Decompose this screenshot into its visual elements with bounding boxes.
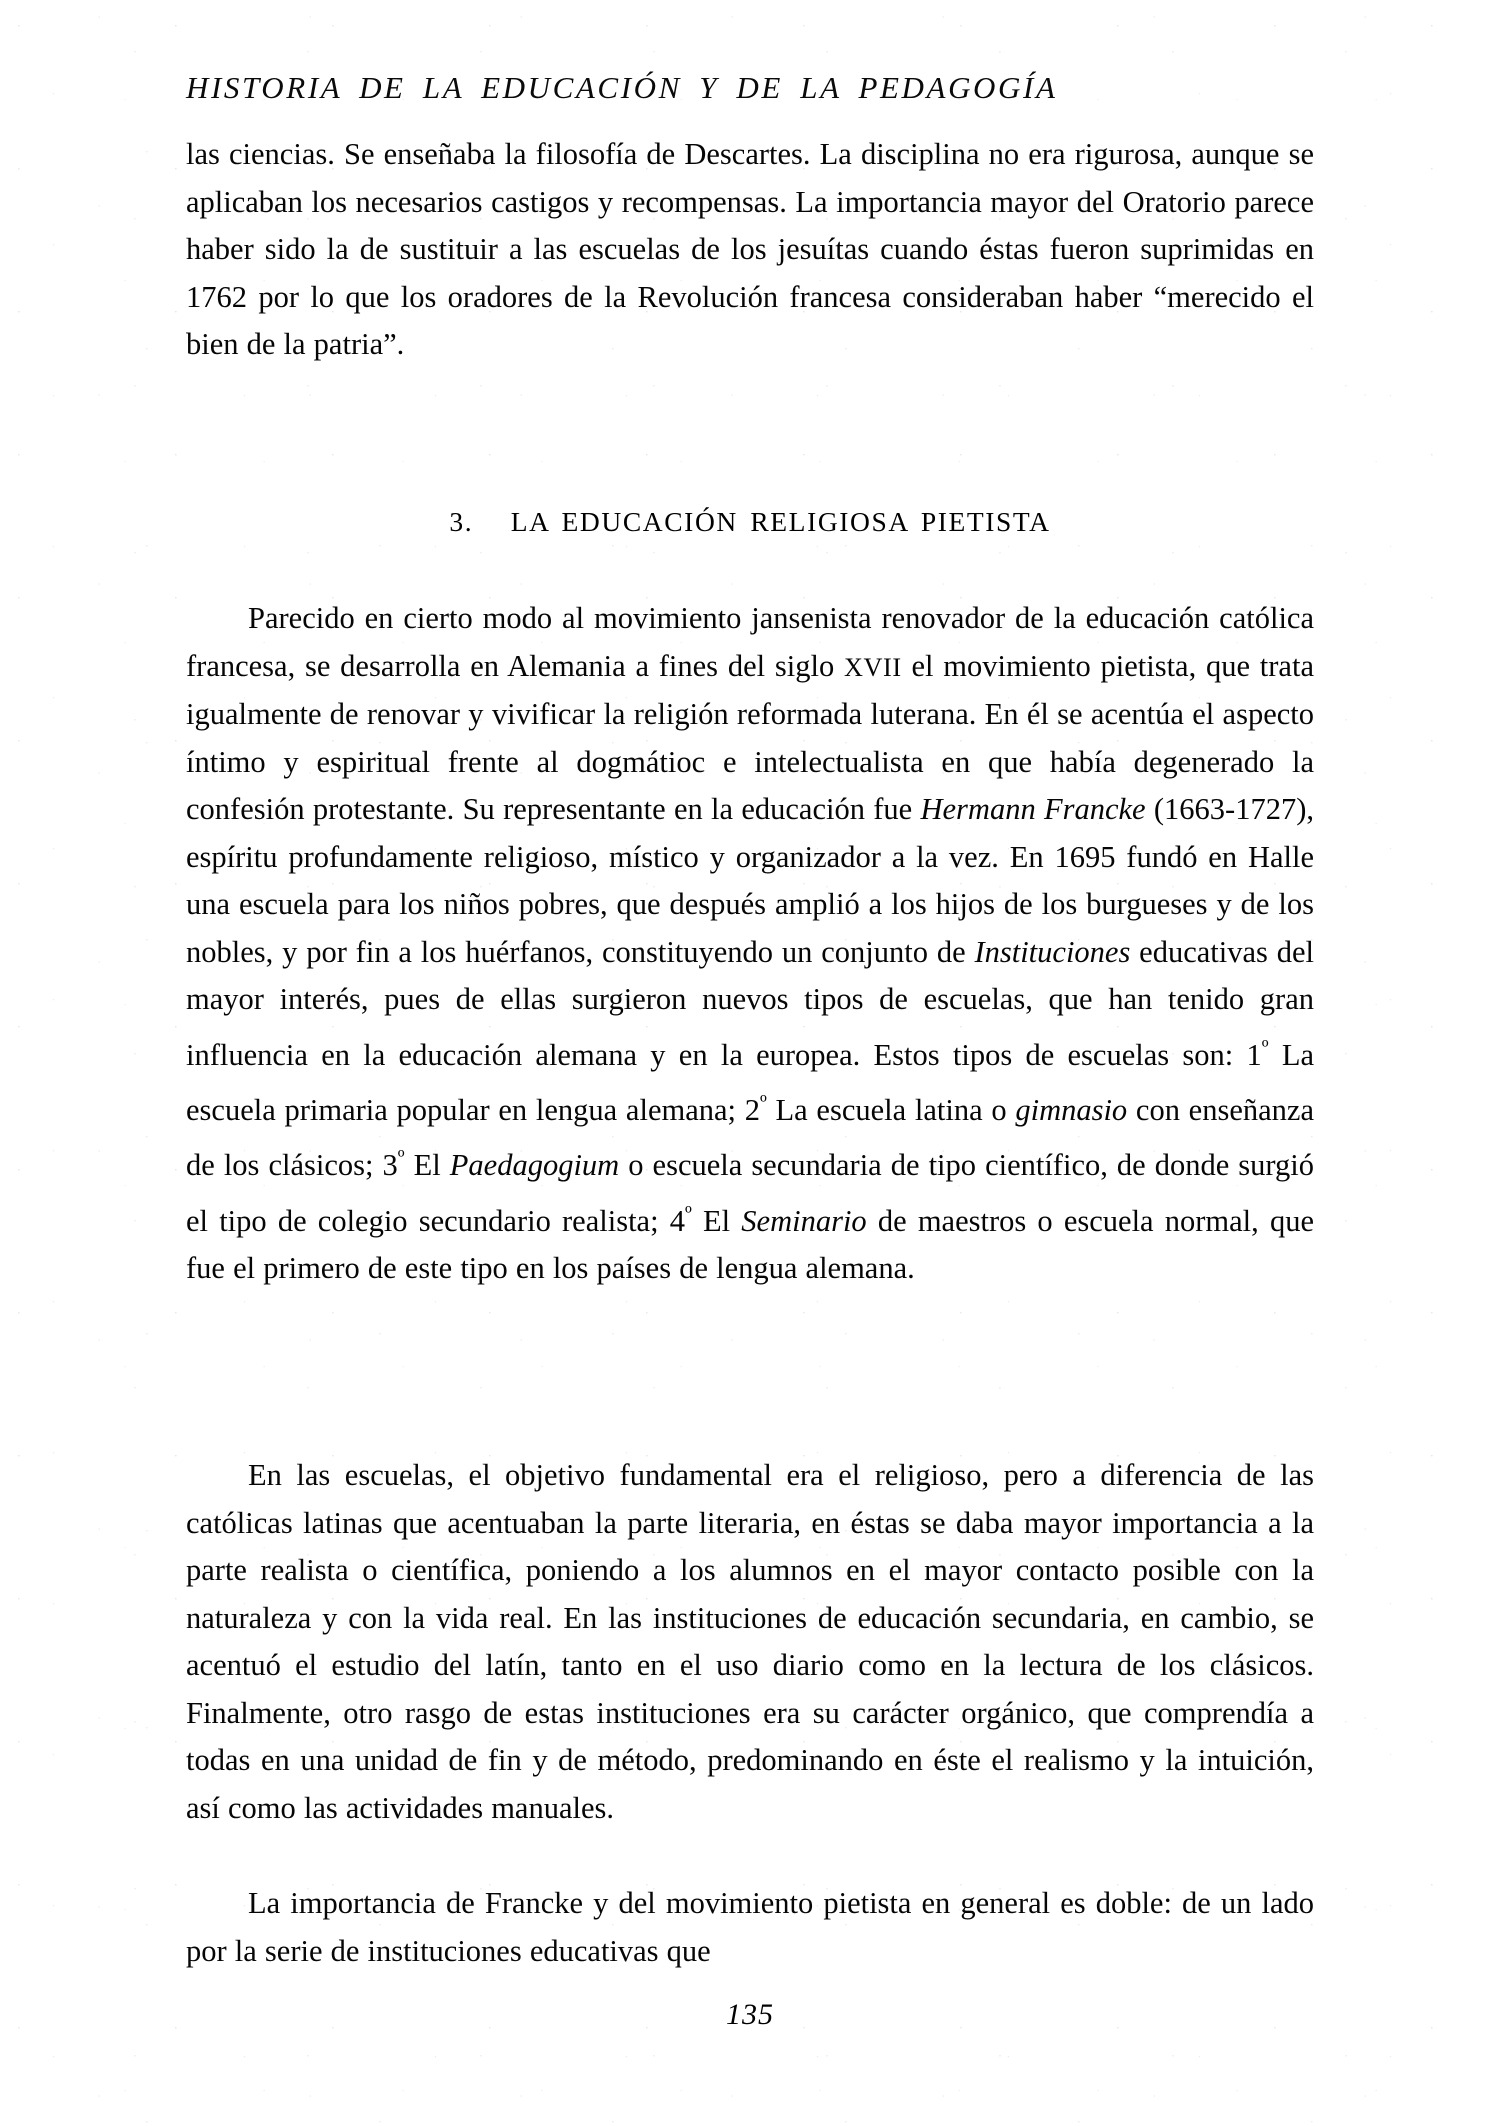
ordinal-marker: º — [685, 1200, 692, 1226]
paragraph-oratorio — [186, 131, 1314, 369]
section-heading — [186, 505, 1314, 538]
run-text: o escuela secundaria de tipo científico, de donde surgió el tipo de colegio secundario realista; 4 — [186, 1148, 1314, 1238]
run-text: educativas del mayor interés, pues de ellas surgieron nuevos tipos de escuelas, que han tenido gran influencia en la educación alemana y en la europea. Estos tipos de escuelas son: 1 — [186, 934, 1314, 1072]
text-column — [186, 0, 1314, 2126]
section-title: LA EDUCACIÓN RELIGIOSA PIETISTA — [510, 506, 1051, 537]
running-head: HISTORIA DE LA EDUCACIÓN Y DE LA PEDAGOGÍA — [186, 70, 1058, 105]
run-text: Parecido en cierto modo al movimiento jansenista renovador de la educación católica francesa, se desarrolla en Alemania a fines del siglo — [186, 601, 1314, 683]
paragraph-pietismo — [186, 595, 1314, 1293]
paragraph-objetivo — [186, 1452, 1314, 1832]
run-text: La escuela latina o — [766, 1092, 1016, 1127]
run-text: (1663-1727), espíritu profundamente religioso, místico y organizador a la vez. En 1695 fundó en Halle una escuela para los niños pobres, que después amplió a los hijos de los burgueses y de los nobles, y por fin a los huérfanos, constituyendo un conjunto de — [186, 792, 1314, 969]
run-text: con enseñanza de los clásicos; 3 — [186, 1092, 1314, 1183]
paragraph-text: En las escuelas, el objetivo fundamental era el religioso, pero a diferencia de las católicas latinas que acentuaban la parte literaria, en éstas se daba mayor importancia a la parte realista o científica, poniendo a los alumnos en el mayor contacto posible con la naturaleza y con la vida real. En las instituciones de educación secundaria, en cambio, se acentuó el estudio del latín, tanto en el uso diario como en la lectura de los clásicos. Finalmente, otro rasgo de estas instituciones era su carácter orgánico, que comprendía a todas en una unidad de fin y de método, predominando en éste el realismo y la intuición, así como las actividades manuales. — [186, 1458, 1314, 1825]
run-text: La escuela primaria popular en lengua alemana; 2 — [186, 1037, 1314, 1127]
ordinal-marker: º — [397, 1145, 405, 1171]
ordinal-marker: º — [759, 1089, 767, 1115]
italic-term-instituciones: Instituciones — [974, 934, 1131, 969]
italic-term-paedagogium: Paedagogium — [449, 1148, 620, 1183]
paragraph-importancia — [186, 1880, 1314, 1975]
paragraph-text: La importancia de Francke y del movimiento pietista en general es doble: de un lado por la serie de instituciones educativas que — [186, 1886, 1314, 1968]
smallcaps-roman-numeral: XVII — [843, 652, 902, 682]
run-text: el movimiento pietista, que trata igualmente de renovar y vivificar la religión reformada luterana. En él se acentúa el aspecto íntimo y espiritual frente al dogmátioc e intelectualista en que había degenerado la confesión protestante. Su representante en la educación fue — [186, 648, 1314, 826]
paragraph-text: las ciencias. Se enseñaba la filosofía de Descartes. La disciplina no era rigurosa, aunque se aplicaban los necesarios castigos y recompensas. La importancia mayor del Oratorio parece haber sido la de sustituir a las escuelas de los jesuítas cuando éstas fueron suprimidas en 1762 por lo que los oradores de la Revolución francesa consideraban haber “merecido el bien de la patria”. — [186, 137, 1314, 361]
page-number: 135 — [726, 1998, 774, 2031]
section-number: 3. — [449, 506, 474, 537]
italic-person-name: Hermann Francke — [920, 792, 1146, 826]
run-text: El — [691, 1203, 742, 1238]
paragraph-text — [186, 595, 1314, 1293]
ordinal-marker: º — [1261, 1034, 1269, 1060]
italic-term-gimnasio: gimnasio — [1015, 1092, 1128, 1127]
run-text: de maestros o escuela normal, que fue el primero de este tipo en los países de lengua alemana. — [186, 1203, 1314, 1285]
run-text: El — [404, 1148, 450, 1183]
italic-term-seminario: Seminario — [741, 1203, 867, 1238]
